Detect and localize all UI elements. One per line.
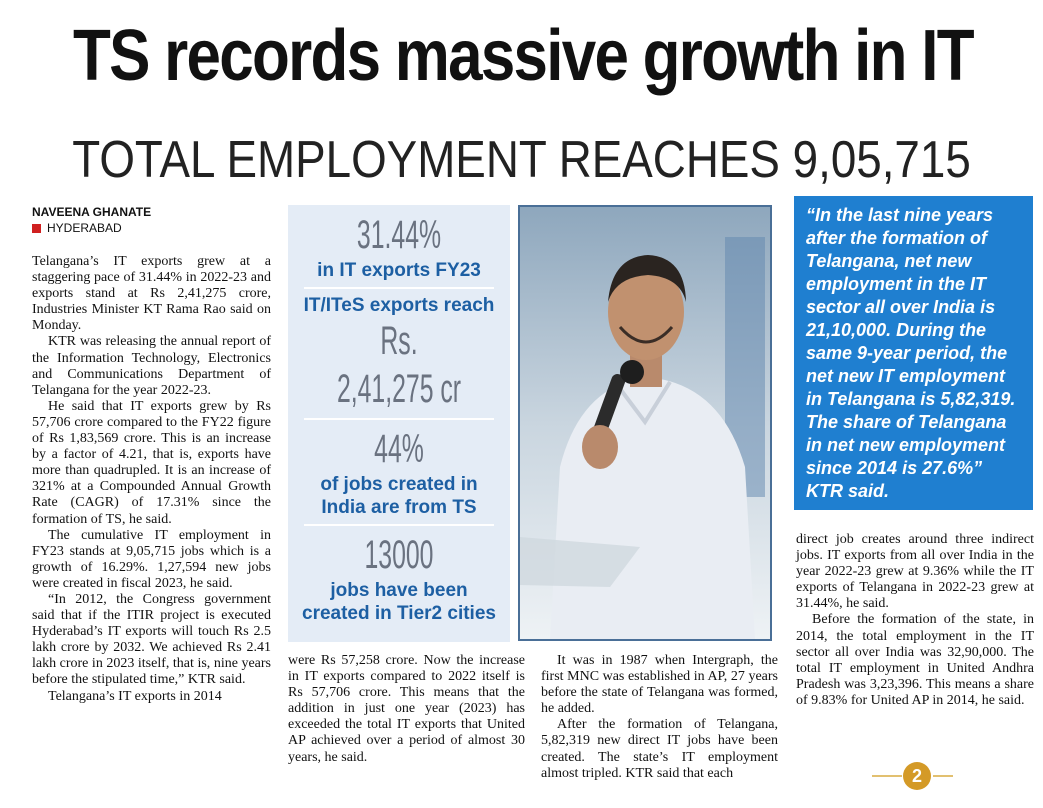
article-column-4	[796, 532, 1034, 709]
speaker-illustration	[520, 207, 770, 639]
paragraph: “In 2012, the Congress government said that if the ITIR project is executed Hyderabad’s IT exports will touch Rs 2.5 lakh crore by 2032. We achieved Rs 2.41 lakh crore in 2023 itself, that is, nine years before the stipulated time,” KTR said.	[32, 591, 271, 688]
stat-value: Rs. 2,41,275 cr	[336, 319, 462, 411]
red-square-icon	[32, 224, 41, 233]
stat-value: 13000	[364, 533, 434, 577]
article-column-2	[288, 653, 525, 766]
page-number-rule	[933, 775, 953, 777]
paragraph: He said that IT exports grew by Rs 57,706 crore compared to the FY22 figure of Rs 1,83,569 crore. This is an increase by a factor of 4.21, that is, exports have more than quadrupled. It is an increase of 321% at a Compounded Annual Growth Rate (CAGR) of 17.31% since the formation of TS, he said.	[32, 398, 271, 527]
pull-quote: “In the last nine years after the formation of Telangana, net new employment in the IT sector all over India is 21,10,000. During the same 9-year period, the net new IT employment in Telangana is 5,82,319. The share of Telangana in net new employment since 2014 is 27.6%” KTR said.	[794, 196, 1033, 510]
speaker-photo	[518, 205, 772, 641]
dateline	[32, 220, 151, 237]
paragraph: Telangana’s IT exports in 2014	[48, 688, 222, 704]
paragraph: KTR was releasing the annual report of the Information Technology, Electronics and Communications Department of Telangana for the year 2022-23.	[32, 334, 271, 398]
author-name: NAVEENA GHANATE	[32, 205, 152, 219]
stat-label: in IT exports FY23	[317, 260, 481, 281]
divider	[304, 287, 494, 289]
divider	[304, 418, 494, 420]
article-column-3	[541, 653, 778, 782]
stat-value: 44%	[374, 427, 424, 471]
headline: TS records massive growth in IT	[73, 16, 973, 96]
paragraph: direct job creates around three indirect jobs. IT exports from all over India in the year 2022-23 grew at 9.36% while the IT exports of Telangana in 2022-23 grew at 31.44%, he said.	[796, 532, 1034, 612]
paragraph: Telangana’s IT exports grew at a staggering pace of 31.44% in 2022-23 and exports stand at Rs 2,41,275 crore, Industries Minister KT Rama Rao said on Monday.	[32, 254, 271, 334]
paragraph: After the formation of Telangana, 5,82,319 new direct IT jobs have been created. The state’s IT employment almost tripled. KTR said that each	[541, 717, 778, 781]
page-number-rule	[872, 775, 902, 777]
stat-label: IT/ITeS exports reach	[303, 295, 495, 316]
subheadline: TOTAL EMPLOYMENT REACHES 9,05,715	[72, 131, 971, 189]
byline	[32, 204, 151, 237]
article-column-1	[32, 254, 271, 705]
stat-value: 31.44%	[356, 213, 442, 257]
stat-label: of jobs created in India are from TS	[320, 474, 478, 518]
paragraph: were Rs 57,258 crore. Now the increase in IT exports compared to 2022 itself is Rs 57,706 crore. This means that the addition in just one year (2023) has exceeded the total IT exports that United AP achieved over a period of almost 30 years, he said.	[288, 653, 525, 765]
paragraph: Before the formation of the state, in 2014, the total employment in the IT sector all over India was 32,90,000. The total IT employment in United Andhra Pradesh was 3,23,396. This means a share of 9.83% for United AP in 2014, he said.	[796, 612, 1034, 708]
stats-box	[288, 205, 510, 642]
page-number: 2	[903, 762, 931, 790]
location: HYDERABAD	[47, 221, 122, 235]
paragraph: It was in 1987 when Intergraph, the first MNC was established in AP, 27 years before the state of Telangana was formed, he added.	[541, 653, 778, 717]
divider	[304, 524, 494, 526]
stat-label: jobs have been created in Tier2 cities	[302, 580, 496, 624]
paragraph: The cumulative IT employment in FY23 stands at 9,05,715 jobs which is a growth of 16.29%. 1,27,594 new jobs were created in fiscal 2023, he said.	[32, 527, 271, 591]
